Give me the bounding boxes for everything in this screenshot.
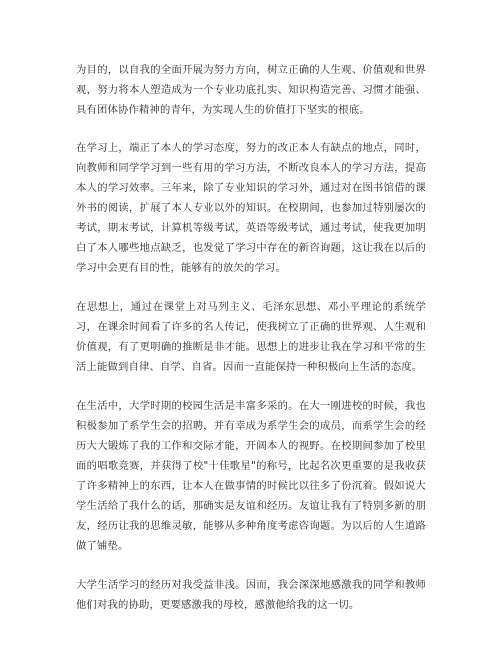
document-body <box>76 60 426 634</box>
paragraph-life: 在生活中，大学时期的校园生活是丰富多采的。在大一刚进校的时候，我也积极参加了系学生会的招聘，并有幸成为系学生会的成员，而系学生会的经历大大锻炼了我的工作和交际才能，开阔本人的视野。在校期间参加了校里面的唱歌竞赛，并获得了校"十佳歌星"的称号，比起名次更重要的是我收获了许多精神上的东西，让本人在做事情的时候比以往多了份沉着。假如说大学生活给了我什么的话，那确实是友谊和经历。友谊让我有了特别多新的朋友，经历让我的思维灵敏，能够从多种角度考虑咨询题。为以后的人生道路做了铺垫。 <box>76 400 426 552</box>
paragraph-conclusion: 大学生活学习的经历对我受益非浅。因而，我会深深地感激我的同学和教师他们对我的协助，更要感激我的母校，感激他给我的这一切。 <box>76 579 426 611</box>
paragraph-goals: 为目的，以自我的全面开展为努力方向，树立正确的人生观、价值观和世界观，努力将本人塑造成为一个专业功底扎实、知识构造完善、习惯才能强、具有团体协作精神的青年，为实现人生的价值打下坚实的根底。 <box>76 64 426 116</box>
paragraph-study: 在学习上，端正了本人的学习态度，努力的改正本人有缺点的地点，同时，向教师和同学学习到一些有用的学习方法，不断改良本人的学习方法，提高本人的学习效率。三年来，除了专业知识的学习外，通过对在图书馆借的课外书的阅读，扩展了本人专业以外的知识。在校期间，也参加过特别屡次的考试，期末考试，计算机等级考试，英语等级考试，通过考试，使我更加明白了本人哪些地点缺乏，也发觉了学习中存在的新咨询题，这让我在以后的学习中会更有目的性，能够有的放矢的学习。 <box>76 142 426 274</box>
paragraph-thought: 在思想上，通过在课堂上对马列主义、毛泽东思想、邓小平理论的系统学习，在课余时间看了许多的名人传记，使我树立了正确的世界观、人生观和价值观，有了更明确的推断是非才能。思想上的进步让我在学习和平常的生活上能做到自律、自学、自省。因而一直能保持一种积极向上生活的态度。 <box>76 301 426 373</box>
